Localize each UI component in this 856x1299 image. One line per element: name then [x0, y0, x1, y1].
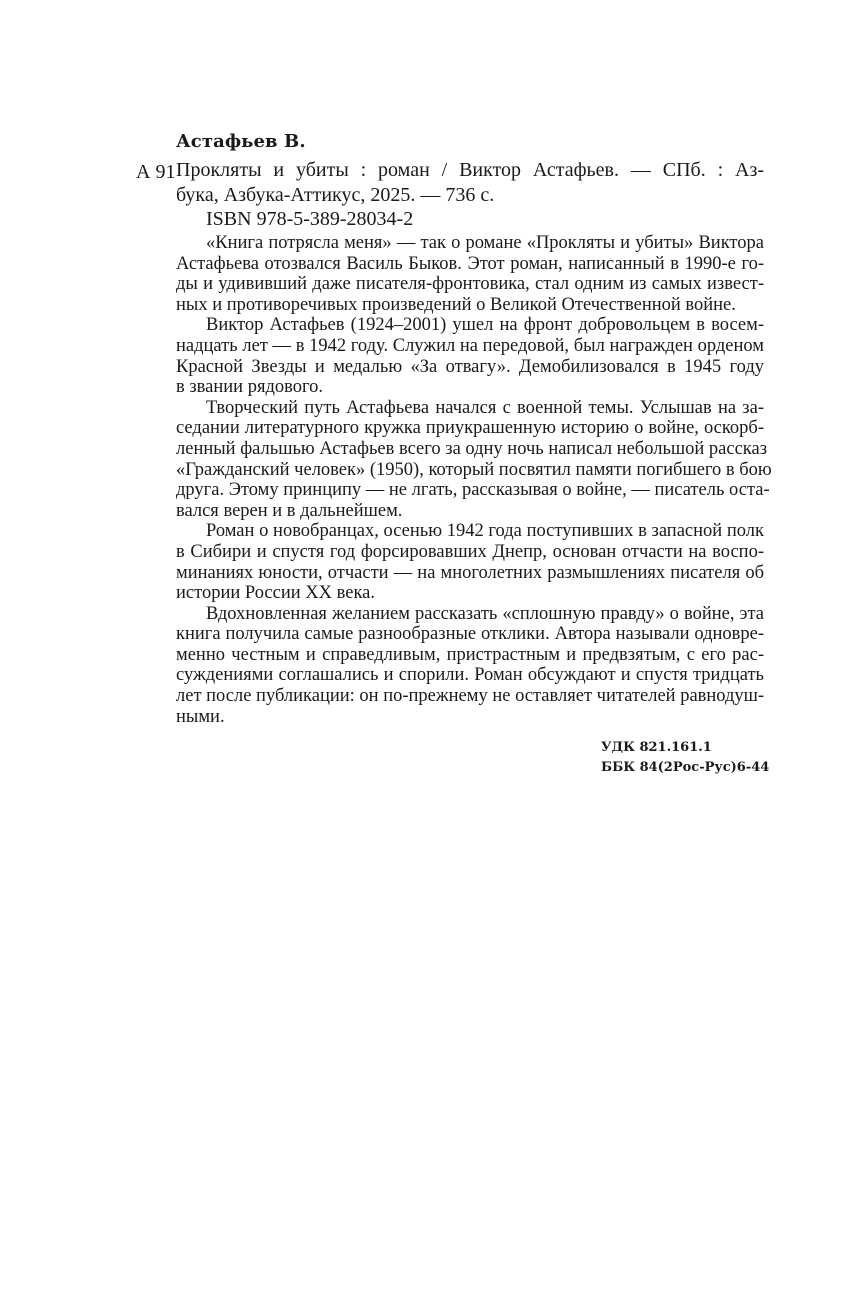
isbn: ISBN 978-5-389-28034-2 [206, 208, 414, 230]
annotation-line: ных и противоречивых произведений о Великой Отечественной войне. [176, 294, 736, 315]
annotation-line: Красной Звезды и медалью «За отвагу». Демобилизовался в 1945 году [176, 356, 764, 377]
title-line-2: бука, Азбука-Аттикус, 2025. — 736 с. [176, 184, 495, 206]
annotation-line: суждениями соглашались и спорили. Роман обсуждают и спустя тридцать [176, 665, 764, 686]
annotation-line: надцать лет — в 1942 году. Служил на передовой, был награжден орденом [176, 335, 764, 356]
annotation-line: Творческий путь Астафьева начался с военной темы. Услышав на за- [206, 397, 764, 418]
annotation-line: «Гражданский человек» (1950), который посвятил памяти погибшего в бою [176, 459, 772, 480]
bbk-code: ББК 84(2Рос-Рус)6-44 [601, 760, 770, 775]
annotation-line: ными. [176, 706, 225, 727]
annotation-line: Роман о новобранцах, осенью 1942 года поступивших в запасной полк [206, 521, 764, 542]
author-heading: Астафьев В. [176, 131, 306, 152]
udk-code: УДК 821.161.1 [601, 740, 712, 755]
annotation-line: седании литературного кружка приукрашенную историю о войне, оскорб- [176, 418, 764, 439]
title-line-1: Прокляты и убиты : роман / Виктор Астафьев. — СПб. : Аз- [176, 159, 764, 181]
annotation-line: ленный фальшью Астафьев всего за одну ночь написал небольшой рассказ [176, 438, 768, 459]
annotation-line: ды и удививший даже писателя-фронтовика, стал одним из самых извест- [176, 274, 764, 295]
annotation-line: менно честным и справедливым, пристрастным и предвзятым, с его рас- [176, 644, 764, 665]
annotation [176, 233, 772, 727]
annotation-line: минаниях юности, отчасти — на многолетних размышлениях писателя об [176, 562, 764, 583]
annotation-line: вался верен и в дальнейшем. [176, 500, 403, 521]
annotation-line: Виктор Астафьев (1924–2001) ушел на фронт добровольцем в восем- [206, 315, 764, 336]
annotation-line: истории России XX века. [176, 583, 375, 604]
annotation-line: Вдохновленная желанием рассказать «сплошную правду» о войне, эта [206, 603, 764, 624]
annotation-line: лет после публикации: он по-прежнему не оставляет читателей равнодуш- [176, 686, 765, 707]
annotation-line: друга. Этому принципу — не лгать, рассказывая о войне, — писатель оста- [176, 480, 770, 501]
annotation-line: в Сибири и спустя год форсировавших Днепр, основан отчасти на воспо- [176, 541, 764, 562]
annotation-line: книга получила самые разнообразные отклики. Автора называли одновре- [176, 624, 764, 645]
annotation-line: Астафьева отозвался Василь Быков. Этот роман, написанный в 1990-е го- [176, 253, 764, 274]
annotation-line: «Книга потрясла меня» — так о романе «Прокляты и убиты» Виктора [206, 233, 764, 253]
author-mark-code: А 91 [136, 161, 176, 183]
annotation-line: в звании рядового. [176, 377, 323, 398]
